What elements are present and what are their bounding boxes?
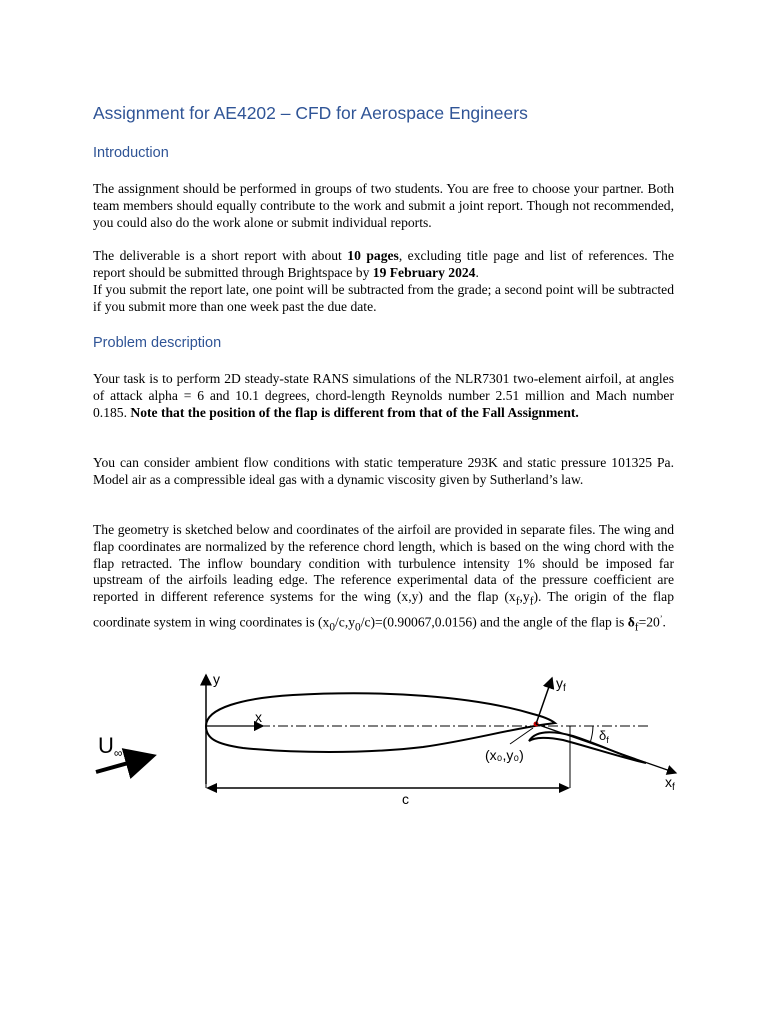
yf-axis-label: $y_f$ bbox=[556, 675, 566, 694]
xf-axis-label: $x_f$ bbox=[665, 774, 675, 793]
subscript-0: 0 bbox=[355, 620, 361, 633]
intro-p2-pages: 10 pages bbox=[347, 248, 399, 263]
freestream-label: U∞ bbox=[98, 733, 123, 760]
chord-label: c bbox=[402, 791, 409, 807]
intro-p2-text-e: . bbox=[475, 264, 479, 280]
subscript-f: f bbox=[515, 595, 520, 608]
chord-arrow-right bbox=[559, 783, 570, 793]
x-axis-label: x bbox=[255, 709, 262, 725]
problem-paragraph-2: You can consider ambient flow conditions with static temperature 293K and static pressure 101325 Pa. Model air as a compressible ideal gas with a dynamic viscosity given by Sutherland’s law. bbox=[93, 455, 674, 487]
y-axis-label: y bbox=[213, 671, 220, 687]
subscript-f: f bbox=[529, 595, 534, 608]
intro-paragraph-3: If you submit the report late, one point will be subtracted from the grade; a second point will be subtracted if you submit more than one week past the due date. bbox=[93, 282, 674, 314]
problem-p3-text-c: ). The origin of the flap coordinate system in wing coordinates is (x bbox=[93, 589, 674, 630]
freestream-arrow bbox=[96, 756, 153, 772]
problem-p3-text-a: The geometry is sketched below and coordinates of the airfoil are provided in separate files. The wing and flap coordinates are normalized by the reference chord length, which is based on the wing chord with the flap retracted. The inflow boundary condition with turbulence intensity 1% should be imposed far upstream of the airfoils leading edge. The reference experimental data of the pressure coefficient are reported in different reference systems for the wing (x,y) and the flap (x bbox=[93, 522, 674, 605]
problem-paragraph-1 bbox=[93, 371, 674, 421]
flap-angle-label: $\delta_f$ bbox=[599, 728, 609, 745]
intro-paragraph-1: The assignment should be performed in groups of two students. You are free to choose your partner. Both team members should equally contribute to the work and submit a joint report. Though not recommended, you could also do the work alone or submit individual reports. bbox=[93, 181, 674, 230]
degree-mark: ’ bbox=[659, 613, 663, 623]
problem-p3-text-g: . bbox=[662, 614, 666, 630]
intro-p2-deadline: 19 February 2024 bbox=[372, 264, 476, 280]
flap-origin-label: (x₀,y₀) bbox=[485, 747, 524, 763]
problem-p3-text-d: /c,y bbox=[335, 614, 356, 630]
subscript-0: 0 bbox=[329, 620, 336, 633]
problem-p3-text-b: ,y bbox=[519, 589, 530, 605]
problem-p1-note: Note that the position of the flap is different from that of the Fall Assignment. bbox=[130, 404, 579, 420]
chord-arrow-left bbox=[206, 783, 217, 793]
intro-paragraph-2 bbox=[93, 248, 674, 282]
intro-p2-text-a: The deliverable is a short report with about bbox=[93, 248, 348, 263]
flap bbox=[529, 732, 646, 763]
flap-angle-value: =20 bbox=[638, 614, 660, 630]
problem-paragraph-3 bbox=[93, 522, 674, 636]
page-title: Assignment for AE4202 – CFD for Aerospace Engineers bbox=[93, 103, 528, 123]
flap-angle-arc bbox=[590, 726, 593, 743]
subscript-f: f bbox=[634, 620, 639, 633]
problem-heading: Problem description bbox=[93, 335, 222, 351]
delta-symbol: δ bbox=[627, 614, 635, 630]
airfoil-sketch bbox=[93, 660, 693, 825]
problem-p1-text: Your task is to perform 2D steady-state RANS simulations of the NLR7301 two-element airfoil, at angles of attack alpha = 6 and 10.1 degrees, chord-length Reynolds number 2.51 million and Mach number 0.185. bbox=[93, 371, 674, 420]
introduction-heading: Introduction bbox=[93, 145, 169, 161]
problem-p3-text-e: /c)=(0.90067,0.0156) and the angle of the flap is bbox=[360, 614, 628, 630]
intro-p2-text-c: , excluding title page and list of references. The report should be submitted through Brightspace by bbox=[93, 248, 674, 280]
